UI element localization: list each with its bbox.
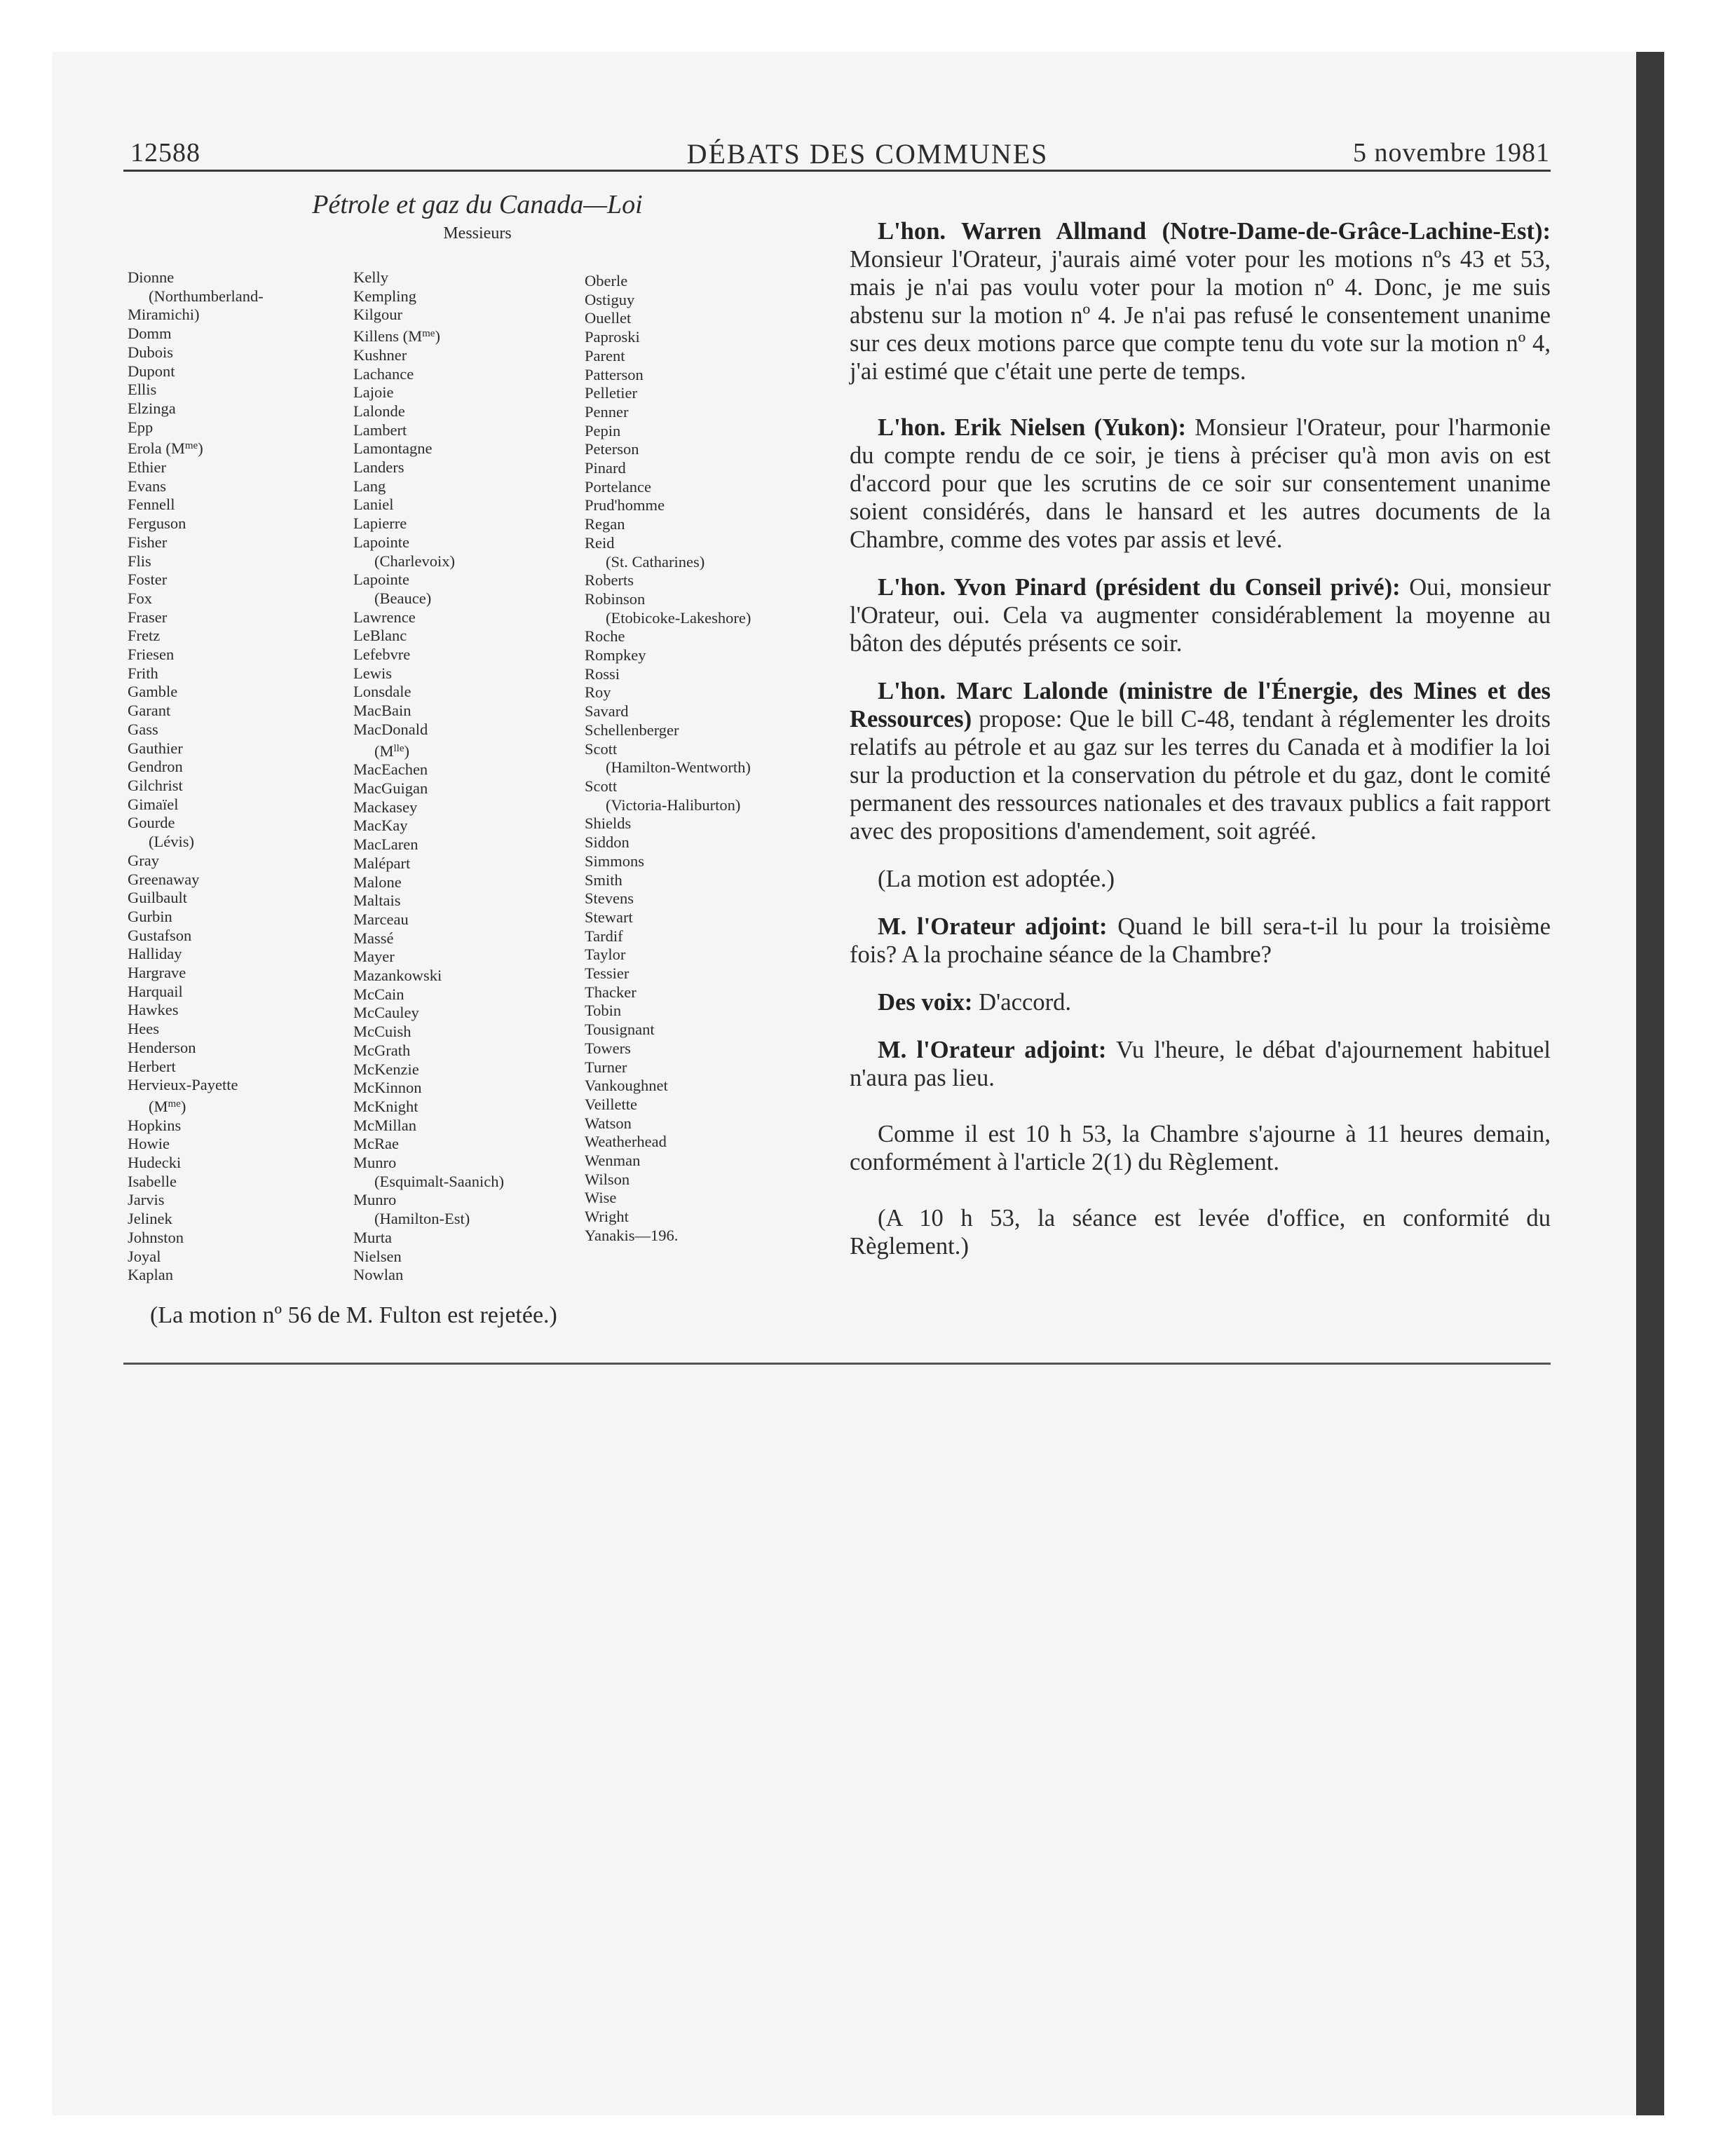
member-name: Regan	[585, 515, 625, 533]
member-name: (Etobicoke-Lakeshore)	[606, 608, 751, 627]
member-name: Dionne	[128, 268, 175, 286]
member-name: Penner	[585, 402, 629, 421]
member-name: Robinson	[585, 589, 646, 608]
member-name: Malépart	[353, 854, 411, 872]
member-name: Malone	[353, 873, 402, 891]
speech-text: (A 10 h 53, la séance est levée d'office, en conformité du Règlement.)	[850, 1205, 1551, 1260]
speaker-name: L'hon. Yvon Pinard (président du Conseil privé):	[878, 574, 1401, 601]
member-name: Gurbin	[128, 907, 172, 925]
member-name: (Esquimalt-Saanich)	[374, 1172, 504, 1190]
member-name: Fennell	[128, 496, 175, 514]
member-name: Miramichi)	[128, 306, 200, 324]
member-name: Ethier	[128, 458, 166, 477]
member-name: (Lévis)	[149, 833, 194, 851]
member-name: Scott	[585, 739, 618, 758]
member-name: Scott	[585, 777, 618, 795]
member-name: Rossi	[585, 664, 620, 683]
member-name: Gilchrist	[128, 776, 183, 794]
member-name: Greenaway	[128, 870, 200, 888]
member-name: McRae	[353, 1135, 399, 1153]
member-name: Mazankowski	[353, 967, 442, 985]
member-name: McKinnon	[353, 1079, 422, 1097]
debate-paragraph	[850, 1036, 1551, 1092]
member-name: Lalonde	[353, 402, 405, 420]
member-name: (Victoria-Haliburton)	[606, 796, 741, 814]
member-name: Ferguson	[128, 514, 186, 533]
member-name: LeBlanc	[353, 627, 407, 645]
bill-title: Pétrole et gaz du Canada—Loi	[312, 190, 643, 219]
member-name: McKenzie	[353, 1060, 419, 1078]
member-name: Kelly	[353, 268, 388, 286]
speaker-name: L'hon. Erik Nielsen (Yukon):	[878, 414, 1186, 441]
member-name: Herbert	[128, 1057, 176, 1075]
member-name: (Beauce)	[374, 589, 432, 607]
member-name: Harquail	[128, 982, 183, 1000]
motion-adopted	[850, 865, 1551, 893]
member-name: Ouellet	[585, 309, 632, 327]
member-name: Lonsdale	[353, 683, 411, 701]
vote-list-column-1	[128, 268, 264, 1285]
member-name: Siddon	[585, 833, 630, 852]
member-name: Kushner	[353, 346, 407, 364]
member-name: Reid	[585, 533, 615, 552]
member-name: Munro	[353, 1154, 397, 1172]
member-name: Marceau	[353, 910, 409, 928]
member-name: Hawkes	[128, 1001, 179, 1019]
member-name: Flis	[128, 552, 151, 570]
debate-paragraph	[850, 217, 1551, 386]
vote-result: (La motion nº 56 de M. Fulton est rejetée.)	[150, 1302, 557, 1328]
member-name: Fisher	[128, 533, 168, 551]
member-name: Kilgour	[353, 306, 402, 324]
speaker-name: Des voix:	[878, 989, 973, 1016]
member-name: Weatherhead	[585, 1133, 667, 1151]
member-name: Kempling	[353, 287, 416, 305]
member-name: Lapierre	[353, 514, 407, 533]
member-name: Gauthier	[128, 739, 183, 757]
debate-paragraph	[850, 573, 1551, 657]
member-name: Towers	[585, 1039, 631, 1057]
speech-text: Vu l'heure, le débat d'ajournement habituel n'aura pas lieu.	[850, 1037, 1551, 1091]
speech-text: propose: Que le bill C-48, tendant à réglementer les droits relatifs au pétrole et au gaz sur les terres du Canada et à modifier la loi sur la production et la conservation du pétrole et du gaz, dont le comité permanent des ressources nationales et des travaux publics a fait rapport avec des propositions d'amendement, soit agréé.	[850, 706, 1551, 845]
footer-rule	[123, 1363, 1551, 1365]
member-name: Massé	[353, 929, 394, 947]
member-name: Hopkins	[128, 1116, 182, 1134]
member-name: Killens $(M^{me})$	[353, 327, 440, 346]
member-name: MacEachen	[353, 760, 428, 779]
member-name: Mackasey	[353, 798, 418, 816]
member-name: Halliday	[128, 945, 182, 963]
member-name: (Charlevoix)	[374, 552, 455, 570]
member-name: Nowlan	[353, 1266, 404, 1284]
member-name: Foster	[128, 571, 168, 589]
speech-text: Quand le bill sera-t-il lu pour la troisième fois? A la prochaine séance de la Chambre?	[850, 913, 1551, 968]
speech-text: Monsieur l'Orateur, pour l'harmonie du compte rendu de ce soir, je tiens à préciser qu'à mon avis on est d'accord pour que les scrutins de ce soir sur consentement unanime soient considérés, dans le hansard et les autres documents de la Chambre, comme des votes par assis et levé.	[850, 414, 1551, 553]
member-name: Lang	[353, 477, 386, 495]
member-name: Lapointe	[353, 571, 409, 589]
member-name: Lewis	[353, 664, 392, 682]
member-name: Paproski	[585, 328, 640, 346]
member-name: Peterson	[585, 440, 639, 458]
member-name: Johnston	[128, 1228, 184, 1246]
member-name: Lambert	[353, 421, 407, 439]
member-name: Nielsen	[353, 1247, 402, 1265]
member-name: Pelletier	[585, 384, 637, 402]
page-number: 12588	[130, 138, 200, 168]
member-name: Gustafson	[128, 926, 192, 944]
member-name: (Northumberland-	[149, 287, 264, 305]
member-name: $(M^{me})$	[149, 1097, 186, 1115]
member-name: Tardif	[585, 927, 623, 945]
member-name: Howie	[128, 1135, 170, 1153]
member-name: Domm	[128, 325, 172, 343]
member-name: Lamontagne	[353, 439, 433, 458]
member-name: Evans	[128, 477, 166, 495]
member-name: Hees	[128, 1020, 159, 1038]
member-name: Thacker	[585, 983, 637, 1001]
member-name: Gourde	[128, 814, 175, 832]
closing-note	[850, 1204, 1551, 1260]
member-name: Ostiguy	[585, 290, 635, 308]
member-name: Epp	[128, 418, 154, 436]
member-name: Erola $(M^{me})$	[128, 439, 203, 458]
debate-paragraph	[850, 913, 1551, 969]
member-name: Fox	[128, 589, 153, 607]
member-name: Wenman	[585, 1152, 641, 1170]
member-name: Elzinga	[128, 399, 176, 417]
member-name: Hargrave	[128, 964, 186, 982]
member-name: Murta	[353, 1228, 392, 1246]
member-name: (St. Catharines)	[606, 552, 705, 571]
speaker-name: L'hon. Warren Allmand (Notre-Dame-de-Grâce-Lachine-Est):	[878, 218, 1551, 245]
member-name: Dubois	[128, 343, 174, 361]
member-name: MacDonald	[353, 720, 428, 738]
member-name: Patterson	[585, 365, 644, 383]
member-name: Smith	[585, 871, 622, 889]
scan-edge	[1636, 52, 1664, 2115]
header-rule	[123, 170, 1551, 172]
member-name: Portelance	[585, 477, 651, 496]
debate-paragraph	[850, 988, 1551, 1016]
member-name: Gimaïel	[128, 795, 179, 813]
member-name: Lapointe	[353, 533, 409, 551]
member-name: Turner	[585, 1058, 627, 1076]
member-name: Roberts	[585, 571, 634, 589]
member-name: Garant	[128, 702, 171, 720]
member-name: Hudecki	[128, 1154, 182, 1172]
member-name: Lajoie	[353, 383, 394, 402]
speaker-name: M. l'Orateur adjoint:	[878, 1037, 1107, 1063]
member-name: Guilbault	[128, 889, 187, 907]
member-name: Prud'homme	[585, 496, 665, 514]
vote-list-column-2	[353, 268, 504, 1285]
member-name: Fretz	[128, 627, 161, 645]
member-name: Rompkey	[585, 646, 646, 664]
member-name: (Hamilton-Wentworth)	[606, 758, 751, 777]
member-name: Wilson	[585, 1170, 630, 1188]
member-name: Schellenberger	[585, 721, 679, 739]
member-name: Watson	[585, 1114, 632, 1132]
member-name: MacGuigan	[353, 779, 428, 797]
member-name: McCauley	[353, 1004, 419, 1022]
vote-heading: Messieurs	[443, 224, 512, 243]
member-name: Oberle	[585, 272, 628, 289]
member-name: Friesen	[128, 646, 175, 664]
member-name: Wright	[585, 1208, 629, 1226]
member-name: Stewart	[585, 908, 633, 926]
member-name: Landers	[353, 458, 404, 477]
member-name: Veillette	[585, 1095, 637, 1113]
member-name: Laniel	[353, 496, 394, 514]
page-date: 5 novembre 1981	[1353, 138, 1550, 168]
debate-paragraph	[850, 414, 1551, 554]
speaker-name: M. l'Orateur adjoint:	[878, 913, 1108, 940]
member-name: Yanakis—196.	[585, 1226, 679, 1244]
member-name: Taylor	[585, 946, 626, 964]
member-name: Gamble	[128, 683, 178, 701]
member-name: McCain	[353, 985, 404, 1003]
member-name: Vankoughnet	[585, 1077, 668, 1095]
member-name: Hervieux-Payette	[128, 1076, 238, 1094]
member-name: Kaplan	[128, 1266, 173, 1284]
member-name: McMillan	[353, 1116, 416, 1134]
page-title: DÉBATS DES COMMUNES	[686, 138, 1049, 170]
member-name: $(M^{lle})$	[374, 742, 409, 760]
debate-column	[850, 217, 1551, 1280]
speaker-name: L'hon. Marc Lalonde (ministre de l'Énergie, des Mines et des Ressources)	[850, 678, 1551, 732]
speech-text: Oui, monsieur l'Orateur, oui. Cela va augmenter considérablement la moyenne au bâton des députés présents ce soir.	[850, 574, 1551, 657]
member-name: Tobin	[585, 1002, 622, 1020]
member-name: Tessier	[585, 964, 630, 983]
adjournment-note	[850, 1120, 1551, 1176]
vote-list-column-3	[585, 272, 751, 1246]
member-name: Roy	[585, 683, 611, 702]
member-name: Gass	[128, 720, 158, 738]
member-name: Pepin	[585, 421, 621, 439]
debate-paragraph	[850, 677, 1551, 845]
member-name: Pinard	[585, 459, 626, 477]
member-name: Munro	[353, 1191, 397, 1209]
member-name: Simmons	[585, 852, 645, 870]
speech-text: Comme il est 10 h 53, la Chambre s'ajourne à 11 heures demain, conformément à l'article 2(1) du Règlement.	[850, 1121, 1551, 1175]
member-name: Roche	[585, 627, 625, 646]
member-name: Wise	[585, 1189, 617, 1207]
member-name: Parent	[585, 346, 625, 364]
member-name: Henderson	[128, 1038, 196, 1056]
member-name: McGrath	[353, 1041, 411, 1059]
member-name: Isabelle	[128, 1172, 177, 1190]
member-name: Mayer	[353, 948, 395, 966]
member-name: Fraser	[128, 608, 168, 626]
member-name: Joyal	[128, 1247, 161, 1265]
member-name: Shields	[585, 814, 632, 833]
member-name: Savard	[585, 702, 629, 721]
member-name: Lachance	[353, 364, 414, 383]
speech-text: (La motion est adoptée.)	[878, 866, 1115, 892]
member-name: Lawrence	[353, 608, 416, 626]
member-name: Maltais	[353, 892, 401, 910]
member-name: Ellis	[128, 381, 157, 399]
member-name: McKnight	[353, 1097, 419, 1115]
member-name: Gendron	[128, 758, 183, 776]
member-name: (Hamilton-Est)	[374, 1210, 470, 1228]
speech-text: D'accord.	[972, 989, 1072, 1016]
member-name: MacKay	[353, 817, 408, 835]
member-name: Gray	[128, 851, 159, 869]
member-name: Stevens	[585, 889, 634, 908]
member-name: Dupont	[128, 362, 175, 380]
member-name: Jelinek	[128, 1210, 172, 1228]
member-name: Lefebvre	[353, 646, 411, 664]
speech-text: Monsieur l'Orateur, j'aurais aimé voter pour les motions nºs 43 et 53, mais je n'ai pas voulu voter pour la motion nº 4. Donc, je me suis abstenu sur la motion nº 4. Je n'ai pas refusé le consentement unanime sur ces deux motions parce que compte tenu du vote sur la motion nº 4, j'ai estimé que c'était une perte de temps.	[850, 246, 1551, 385]
member-name: Tousignant	[585, 1021, 655, 1039]
member-name: Frith	[128, 664, 158, 682]
member-name: MacBain	[353, 702, 411, 720]
member-name: McCuish	[353, 1023, 411, 1041]
member-name: MacLaren	[353, 835, 419, 854]
member-name: Jarvis	[128, 1191, 165, 1209]
